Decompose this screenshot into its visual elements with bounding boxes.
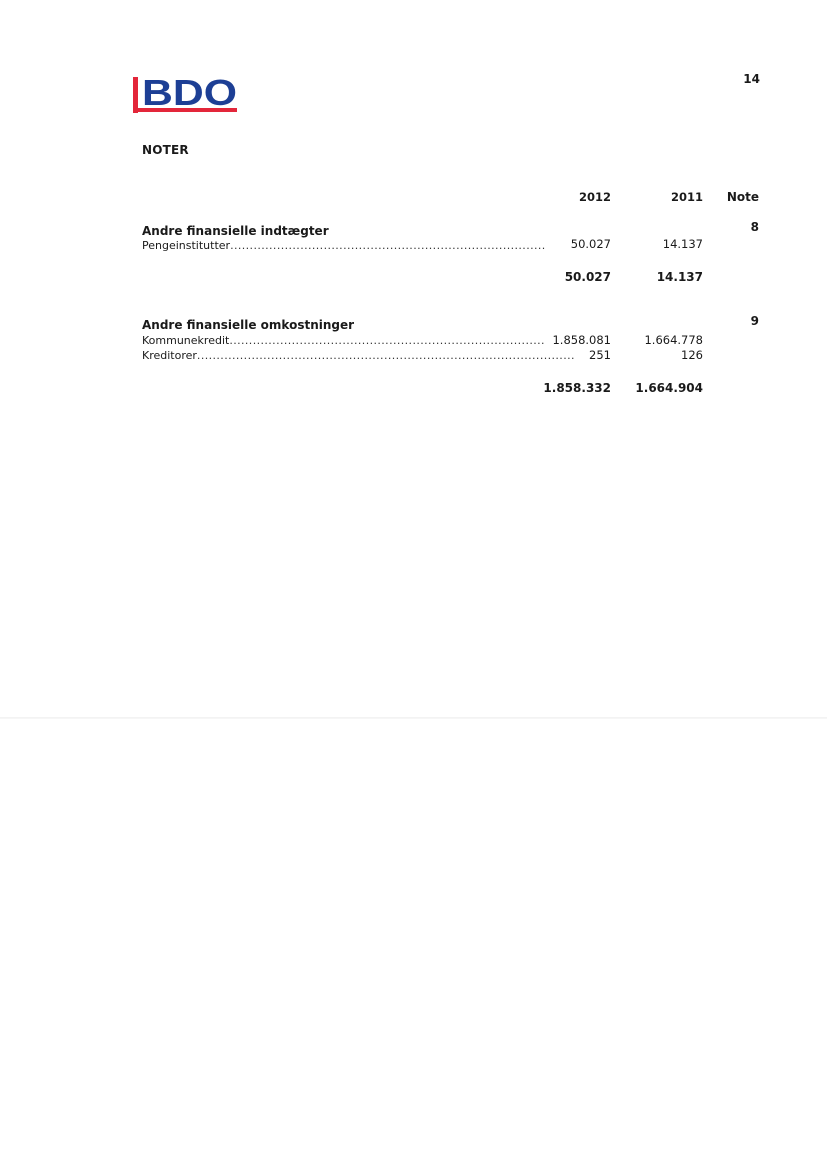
column-header-2012: 2012	[578, 190, 611, 204]
page-fold-line	[0, 717, 827, 719]
section-title: Andre finansielle indtægter	[142, 224, 329, 238]
section-title: Andre finansielle omkostninger	[142, 318, 355, 332]
leader-dots: .................................................................................	[229, 334, 545, 347]
total-2012: 1.858.332	[543, 381, 611, 395]
leader-dots: .................................................................................	[230, 239, 546, 252]
table-cell-2011: 14.137	[662, 237, 703, 251]
row-label-text: Pengeinstitutter	[142, 239, 231, 252]
table-cell-2011: 1.664.778	[644, 333, 703, 347]
table-row-label	[142, 349, 575, 362]
total-2011: 14.137	[656, 270, 703, 284]
column-header-note: Note	[726, 190, 759, 204]
total-2011: 1.664.904	[635, 381, 703, 395]
row-label-text: Kreditorer	[142, 349, 197, 362]
total-2012: 50.027	[564, 270, 611, 284]
leader-dots: .................................................................................................	[196, 349, 575, 362]
table-row-label	[142, 334, 545, 347]
row-label-text: Kommunekredit	[142, 334, 230, 347]
table-cell-2011: 126	[681, 348, 703, 362]
page-title: NOTER	[142, 143, 189, 157]
bdo-logo	[133, 73, 239, 115]
table-row-label	[142, 239, 546, 252]
note-number: 8	[750, 220, 759, 234]
page-number: 14	[743, 72, 760, 86]
column-header-2011: 2011	[670, 190, 703, 204]
table-cell-2012: 1.858.081	[552, 333, 611, 347]
table-cell-2012: 50.027	[570, 237, 611, 251]
table-cell-2012: 251	[589, 348, 611, 362]
logo-text: BDO	[142, 72, 237, 113]
note-number: 9	[750, 314, 759, 328]
